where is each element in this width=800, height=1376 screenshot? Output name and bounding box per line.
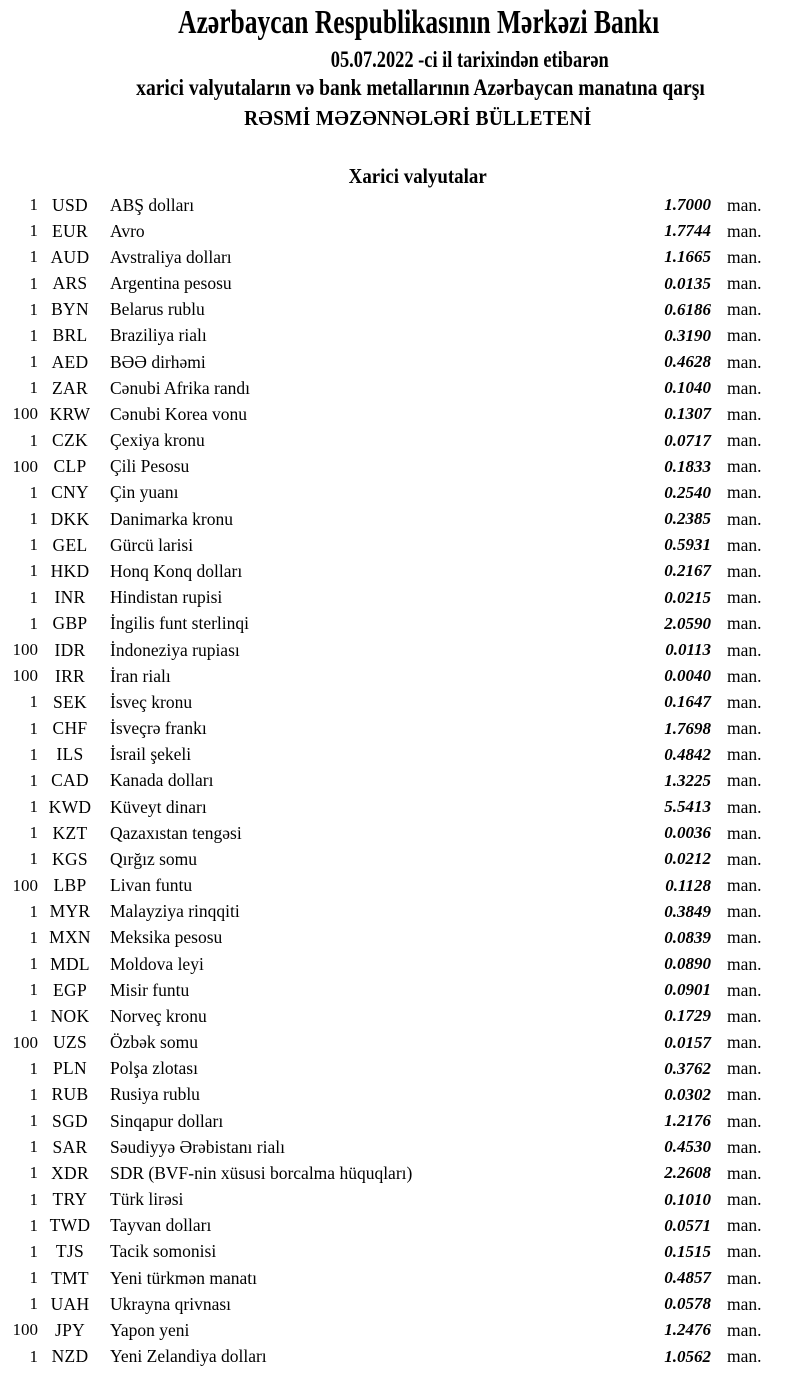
table-row bbox=[0, 323, 800, 349]
table-row bbox=[0, 1134, 800, 1160]
rate-value-cell: 1.3225 bbox=[664, 770, 711, 790]
unit-cell: man. bbox=[727, 560, 762, 581]
table-row bbox=[0, 1239, 800, 1265]
currency-name-cell: Çin yuanı bbox=[110, 482, 179, 503]
unit-cell: man. bbox=[727, 1215, 762, 1236]
currency-name-cell: Moldova leyi bbox=[110, 953, 204, 974]
unit-cell: man. bbox=[727, 508, 762, 529]
rate-value-cell: 1.0562 bbox=[664, 1346, 711, 1366]
rate-value-cell: 0.1833 bbox=[664, 456, 711, 476]
currency-code-cell: AED bbox=[51, 351, 89, 372]
currency-name-cell: İsrail şekeli bbox=[110, 744, 192, 765]
currency-name-cell: Honq Konq dolları bbox=[110, 560, 243, 581]
table-row bbox=[0, 742, 800, 768]
rate-value-cell: 1.7698 bbox=[664, 718, 711, 738]
currency-name-cell: SDR (BVF-nin xüsusi borcalma hüquqları) bbox=[110, 1162, 413, 1183]
quantity-cell: 1 bbox=[29, 613, 38, 633]
rate-value-cell: 0.0571 bbox=[664, 1215, 711, 1235]
table-row bbox=[0, 244, 800, 270]
quantity-cell: 1 bbox=[29, 1294, 38, 1314]
currency-name-cell: Avro bbox=[110, 220, 145, 241]
currency-name-cell: Rusiya rublu bbox=[110, 1084, 200, 1105]
table-row bbox=[0, 794, 800, 820]
quantity-cell: 1 bbox=[29, 744, 38, 764]
rate-value-cell: 5.5413 bbox=[664, 797, 711, 817]
table-row bbox=[0, 1003, 800, 1029]
table-row bbox=[0, 1082, 800, 1108]
unit-cell: man. bbox=[727, 430, 762, 451]
rate-value-cell: 0.0901 bbox=[664, 980, 711, 1000]
currency-name-cell: Polşa zlotası bbox=[110, 1058, 198, 1079]
quantity-cell: 1 bbox=[29, 221, 38, 241]
table-row bbox=[0, 689, 800, 715]
unit-cell: man. bbox=[727, 534, 762, 555]
currency-code-cell: CZK bbox=[52, 430, 88, 451]
unit-cell: man. bbox=[727, 194, 762, 215]
section-header bbox=[0, 164, 800, 188]
header-bank-name bbox=[0, 6, 800, 40]
currency-name-cell: Qırğız somu bbox=[110, 848, 198, 869]
subtitle-text: xarici valyutaların və bank metallarının Azərbaycan manatına qarşı bbox=[135, 75, 705, 100]
table-row bbox=[0, 872, 800, 898]
currency-name-cell: Hindistan rupisi bbox=[110, 587, 223, 608]
unit-cell: man. bbox=[727, 220, 762, 241]
quantity-cell: 1 bbox=[29, 273, 38, 293]
currency-code-cell: TWD bbox=[49, 1215, 91, 1236]
rate-value-cell: 0.0157 bbox=[664, 1032, 711, 1052]
currency-code-cell: MYR bbox=[49, 901, 91, 922]
quantity-cell: 1 bbox=[29, 430, 38, 450]
currency-name-cell: Küveyt dinarı bbox=[110, 796, 207, 817]
currency-name-cell: Tayvan dolları bbox=[110, 1215, 212, 1236]
currency-name-cell: Argentina pesosu bbox=[110, 273, 232, 294]
rate-value-cell: 0.0212 bbox=[664, 849, 711, 869]
table-row bbox=[0, 192, 800, 218]
table-row bbox=[0, 1344, 800, 1370]
currency-code-cell: SAR bbox=[52, 1136, 88, 1157]
currency-code-cell: LBP bbox=[53, 875, 87, 896]
currency-name-cell: Kanada dolları bbox=[110, 770, 214, 791]
currency-code-cell: NZD bbox=[51, 1346, 89, 1367]
currency-name-cell: Misir funtu bbox=[110, 979, 190, 1000]
quantity-cell: 100 bbox=[12, 1032, 38, 1052]
rate-value-cell: 0.1307 bbox=[664, 404, 711, 424]
table-row bbox=[0, 480, 800, 506]
currency-code-cell: CLP bbox=[53, 456, 87, 477]
currency-name-cell: İngilis funt sterlinqi bbox=[110, 613, 250, 634]
quantity-cell: 1 bbox=[29, 849, 38, 869]
quantity-cell: 1 bbox=[29, 378, 38, 398]
unit-cell: man. bbox=[727, 456, 762, 477]
currency-code-cell: BYN bbox=[51, 299, 89, 320]
currency-name-cell: Çili Pesosu bbox=[110, 456, 190, 477]
table-row bbox=[0, 1030, 800, 1056]
quantity-cell: 1 bbox=[29, 692, 38, 712]
quantity-cell: 1 bbox=[29, 561, 38, 581]
quantity-cell: 100 bbox=[12, 875, 38, 895]
currency-name-cell: ABŞ dolları bbox=[110, 194, 195, 215]
quantity-cell: 1 bbox=[29, 1137, 38, 1157]
currency-code-cell: IDR bbox=[54, 639, 86, 660]
quantity-cell: 1 bbox=[29, 247, 38, 267]
unit-cell: man. bbox=[727, 744, 762, 765]
unit-cell: man. bbox=[727, 639, 762, 660]
table-row bbox=[0, 611, 800, 637]
currency-code-cell: EGP bbox=[53, 979, 87, 1000]
currency-code-cell: GEL bbox=[52, 534, 88, 555]
quantity-cell: 1 bbox=[29, 1268, 38, 1288]
table-row bbox=[0, 532, 800, 558]
quantity-cell: 1 bbox=[29, 1084, 38, 1104]
currency-code-cell: HKD bbox=[50, 560, 90, 581]
currency-code-cell: TJS bbox=[55, 1241, 85, 1262]
currency-code-cell: AUD bbox=[50, 246, 90, 267]
currency-code-cell: UZS bbox=[53, 1032, 87, 1053]
unit-cell: man. bbox=[727, 1084, 762, 1105]
currency-name-cell: Gürcü larisi bbox=[110, 534, 194, 555]
table-row bbox=[0, 1213, 800, 1239]
currency-name-cell: Livan funtu bbox=[110, 875, 193, 896]
currency-name-cell: Norveç kronu bbox=[110, 1005, 207, 1026]
unit-cell: man. bbox=[727, 587, 762, 608]
rate-value-cell: 2.2608 bbox=[664, 1163, 711, 1183]
effective-date: 05.07.2022 -ci il tarixindən etibarən bbox=[330, 47, 610, 72]
rate-value-cell: 0.5931 bbox=[664, 535, 711, 555]
unit-cell: man. bbox=[727, 377, 762, 398]
currency-code-cell: JPY bbox=[54, 1319, 86, 1340]
table-row bbox=[0, 977, 800, 1003]
currency-name-cell: İsveçrə frankı bbox=[110, 718, 207, 739]
rate-value-cell: 0.4530 bbox=[664, 1137, 711, 1157]
quantity-cell: 1 bbox=[29, 770, 38, 790]
currency-name-cell: Ukrayna qrivnası bbox=[110, 1293, 232, 1314]
currency-code-cell: MDL bbox=[50, 953, 90, 974]
unit-cell: man. bbox=[727, 770, 762, 791]
currency-name-cell: Tacik somonisi bbox=[110, 1241, 217, 1262]
table-row bbox=[0, 1160, 800, 1186]
quantity-cell: 1 bbox=[29, 587, 38, 607]
section-title: Xarici valyutalar bbox=[348, 164, 488, 188]
currency-name-cell: Özbək somu bbox=[110, 1032, 198, 1053]
table-row bbox=[0, 1317, 800, 1343]
currency-code-cell: SEK bbox=[53, 691, 87, 712]
unit-cell: man. bbox=[727, 1319, 762, 1340]
table-row bbox=[0, 585, 800, 611]
unit-cell: man. bbox=[727, 979, 762, 1000]
unit-cell: man. bbox=[727, 953, 762, 974]
currency-name-cell: Sinqapur dolları bbox=[110, 1110, 224, 1131]
currency-name-cell: Səudiyyə Ərəbistanı rialı bbox=[110, 1136, 285, 1157]
currency-code-cell: CHF bbox=[52, 718, 88, 739]
rate-value-cell: 0.0113 bbox=[665, 640, 711, 659]
currency-name-cell: Meksika pesosu bbox=[110, 927, 223, 948]
table-row bbox=[0, 951, 800, 977]
currency-code-cell: CNY bbox=[51, 482, 89, 503]
currency-name-cell: Çexiya kronu bbox=[110, 430, 205, 451]
quantity-cell: 1 bbox=[29, 1346, 38, 1366]
rate-value-cell: 0.2385 bbox=[664, 509, 711, 529]
bulletin-title-text: RƏSMİ MƏZƏNNƏLƏRİ BÜLLETENİ bbox=[244, 106, 592, 130]
currency-code-cell: ILS bbox=[56, 744, 84, 765]
rate-value-cell: 0.1010 bbox=[664, 1189, 711, 1209]
currency-code-cell: ARS bbox=[52, 273, 88, 294]
rate-value-cell: 0.0036 bbox=[664, 823, 711, 843]
unit-cell: man. bbox=[727, 273, 762, 294]
currency-name-cell: Belarus rublu bbox=[110, 299, 205, 320]
quantity-cell: 100 bbox=[12, 640, 38, 659]
currency-code-cell: INR bbox=[54, 587, 86, 608]
quantity-cell: 100 bbox=[12, 666, 38, 686]
quantity-cell: 100 bbox=[12, 456, 38, 476]
unit-cell: man. bbox=[727, 613, 762, 634]
quantity-cell: 1 bbox=[29, 325, 38, 345]
header-date-line bbox=[0, 47, 800, 72]
quantity-cell: 1 bbox=[29, 509, 38, 529]
table-row bbox=[0, 454, 800, 480]
quantity-cell: 1 bbox=[29, 718, 38, 738]
page-title: Azərbaycan Respublikasının Mərkəzi Bankı bbox=[178, 4, 660, 41]
unit-cell: man. bbox=[727, 1005, 762, 1026]
currency-code-cell: IRR bbox=[54, 665, 86, 686]
currency-name-cell: Malayziya rinqqiti bbox=[110, 901, 240, 922]
quantity-cell: 1 bbox=[29, 954, 38, 974]
quantity-cell: 1 bbox=[29, 1111, 38, 1131]
rate-value-cell: 0.2540 bbox=[664, 482, 711, 502]
unit-cell: man. bbox=[727, 848, 762, 869]
quantity-cell: 1 bbox=[29, 797, 38, 817]
rate-value-cell: 0.1128 bbox=[665, 875, 711, 895]
table-row bbox=[0, 375, 800, 401]
unit-cell: man. bbox=[727, 796, 762, 817]
quantity-cell: 1 bbox=[29, 299, 38, 319]
unit-cell: man. bbox=[727, 299, 762, 320]
unit-cell: man. bbox=[727, 1058, 762, 1079]
currency-name-cell: İndoneziya rupiası bbox=[110, 639, 240, 660]
rate-value-cell: 0.1040 bbox=[664, 378, 711, 398]
rate-value-cell: 1.2176 bbox=[664, 1111, 711, 1131]
currency-code-cell: USD bbox=[52, 194, 88, 215]
quantity-cell: 1 bbox=[29, 1189, 38, 1209]
table-row bbox=[0, 820, 800, 846]
unit-cell: man. bbox=[727, 1241, 762, 1262]
table-row bbox=[0, 349, 800, 375]
currency-code-cell: KGS bbox=[52, 848, 88, 869]
rate-value-cell: 1.1665 bbox=[664, 247, 711, 267]
currency-code-cell: CAD bbox=[51, 770, 89, 791]
currency-code-cell: KWD bbox=[48, 796, 92, 817]
currency-code-cell: EUR bbox=[52, 220, 88, 241]
currency-name-cell: Cənubi Korea vonu bbox=[110, 403, 248, 424]
currency-code-cell: UAH bbox=[50, 1293, 90, 1314]
table-row bbox=[0, 637, 800, 663]
unit-cell: man. bbox=[727, 1293, 762, 1314]
currency-code-cell: KRW bbox=[49, 403, 91, 424]
rate-value-cell: 0.0135 bbox=[664, 273, 711, 293]
currency-name-cell: Yeni Zelandiya dolları bbox=[110, 1346, 267, 1367]
unit-cell: man. bbox=[727, 875, 762, 896]
rate-value-cell: 0.4857 bbox=[664, 1268, 711, 1288]
quantity-cell: 1 bbox=[29, 352, 38, 372]
table-row bbox=[0, 218, 800, 244]
rate-value-cell: 2.0590 bbox=[664, 613, 711, 633]
quantity-cell: 100 bbox=[12, 404, 38, 424]
unit-cell: man. bbox=[727, 1110, 762, 1131]
rate-value-cell: 1.7744 bbox=[664, 221, 711, 241]
rate-value-cell: 0.0215 bbox=[664, 587, 711, 607]
quantity-cell: 1 bbox=[29, 195, 38, 215]
currency-code-cell: PLN bbox=[53, 1058, 87, 1079]
quantity-cell: 1 bbox=[29, 1215, 38, 1235]
rate-value-cell: 0.3190 bbox=[664, 325, 711, 345]
quantity-cell: 1 bbox=[29, 901, 38, 921]
unit-cell: man. bbox=[727, 246, 762, 267]
rate-value-cell: 0.4842 bbox=[664, 744, 711, 764]
table-row bbox=[0, 925, 800, 951]
currency-name-cell: Türk lirəsi bbox=[110, 1189, 184, 1210]
quantity-cell: 1 bbox=[29, 823, 38, 843]
currency-name-cell: Yeni türkmən manatı bbox=[110, 1267, 257, 1288]
currency-code-cell: TRY bbox=[52, 1189, 88, 1210]
rate-value-cell: 1.2476 bbox=[664, 1320, 711, 1340]
table-row bbox=[0, 1187, 800, 1213]
currency-name-cell: Qazaxıstan tengəsi bbox=[110, 822, 242, 843]
unit-cell: man. bbox=[727, 822, 762, 843]
table-row bbox=[0, 1265, 800, 1291]
currency-code-cell: NOK bbox=[50, 1005, 90, 1026]
table-row bbox=[0, 846, 800, 872]
rates-table bbox=[0, 192, 800, 1370]
rate-value-cell: 0.0717 bbox=[664, 430, 711, 450]
table-row bbox=[0, 428, 800, 454]
header-subtitle bbox=[0, 76, 800, 100]
currency-name-cell: İsveç kronu bbox=[110, 691, 193, 712]
unit-cell: man. bbox=[727, 901, 762, 922]
currency-name-cell: BƏƏ dirhəmi bbox=[110, 351, 206, 372]
table-row bbox=[0, 401, 800, 427]
table-row bbox=[0, 1056, 800, 1082]
table-row bbox=[0, 663, 800, 689]
rate-value-cell: 0.0302 bbox=[664, 1084, 711, 1104]
unit-cell: man. bbox=[727, 325, 762, 346]
currency-name-cell: Avstraliya dolları bbox=[110, 246, 232, 267]
rate-value-cell: 0.1647 bbox=[664, 692, 711, 712]
quantity-cell: 1 bbox=[29, 980, 38, 1000]
unit-cell: man. bbox=[727, 1346, 762, 1367]
currency-code-cell: MXN bbox=[49, 927, 91, 948]
rate-value-cell: 0.3762 bbox=[664, 1058, 711, 1078]
currency-code-cell: KZT bbox=[52, 822, 88, 843]
quantity-cell: 1 bbox=[29, 927, 38, 947]
unit-cell: man. bbox=[727, 665, 762, 686]
currency-code-cell: ZAR bbox=[52, 377, 88, 398]
table-row bbox=[0, 506, 800, 532]
currency-code-cell: RUB bbox=[51, 1084, 89, 1105]
rate-value-cell: 0.1515 bbox=[664, 1241, 711, 1261]
rate-value-cell: 0.4628 bbox=[664, 352, 711, 372]
rate-value-cell: 0.0040 bbox=[664, 666, 711, 686]
currency-code-cell: BRL bbox=[52, 325, 88, 346]
unit-cell: man. bbox=[727, 1032, 762, 1053]
rate-value-cell: 1.7000 bbox=[664, 195, 711, 215]
unit-cell: man. bbox=[727, 1267, 762, 1288]
rate-value-cell: 0.0839 bbox=[664, 927, 711, 947]
rate-value-cell: 0.1729 bbox=[664, 1006, 711, 1026]
unit-cell: man. bbox=[727, 927, 762, 948]
unit-cell: man. bbox=[727, 482, 762, 503]
currency-code-cell: TMT bbox=[51, 1267, 89, 1288]
quantity-cell: 1 bbox=[29, 482, 38, 502]
unit-cell: man. bbox=[727, 351, 762, 372]
rate-value-cell: 0.3849 bbox=[664, 901, 711, 921]
header-bulletin-title bbox=[0, 106, 800, 130]
quantity-cell: 1 bbox=[29, 1163, 38, 1183]
currency-code-cell: XDR bbox=[51, 1162, 89, 1183]
table-row bbox=[0, 297, 800, 323]
currency-name-cell: Danimarka kronu bbox=[110, 508, 233, 529]
quantity-cell: 100 bbox=[12, 1320, 38, 1340]
unit-cell: man. bbox=[727, 1162, 762, 1183]
currency-code-cell: DKK bbox=[50, 508, 90, 529]
unit-cell: man. bbox=[727, 403, 762, 424]
table-row bbox=[0, 1291, 800, 1317]
unit-cell: man. bbox=[727, 1136, 762, 1157]
currency-name-cell: Cənubi Afrika randı bbox=[110, 377, 250, 398]
quantity-cell: 1 bbox=[29, 1006, 38, 1026]
currency-name-cell: Braziliya rialı bbox=[110, 325, 207, 346]
currency-code-cell: SGD bbox=[52, 1110, 88, 1131]
rate-value-cell: 0.0578 bbox=[664, 1294, 711, 1314]
currency-name-cell: İran rialı bbox=[110, 665, 171, 686]
table-row bbox=[0, 899, 800, 925]
unit-cell: man. bbox=[727, 691, 762, 712]
currency-code-cell: GBP bbox=[52, 613, 88, 634]
table-row bbox=[0, 558, 800, 584]
currency-name-cell: Yapon yeni bbox=[110, 1319, 190, 1340]
table-row bbox=[0, 271, 800, 297]
unit-cell: man. bbox=[727, 718, 762, 739]
rate-value-cell: 0.2167 bbox=[664, 561, 711, 581]
quantity-cell: 1 bbox=[29, 1058, 38, 1078]
rate-value-cell: 0.0890 bbox=[664, 954, 711, 974]
table-row bbox=[0, 715, 800, 741]
rate-value-cell: 0.6186 bbox=[664, 299, 711, 319]
unit-cell: man. bbox=[727, 1189, 762, 1210]
quantity-cell: 1 bbox=[29, 535, 38, 555]
quantity-cell: 1 bbox=[29, 1241, 38, 1261]
table-row bbox=[0, 768, 800, 794]
table-row bbox=[0, 1108, 800, 1134]
